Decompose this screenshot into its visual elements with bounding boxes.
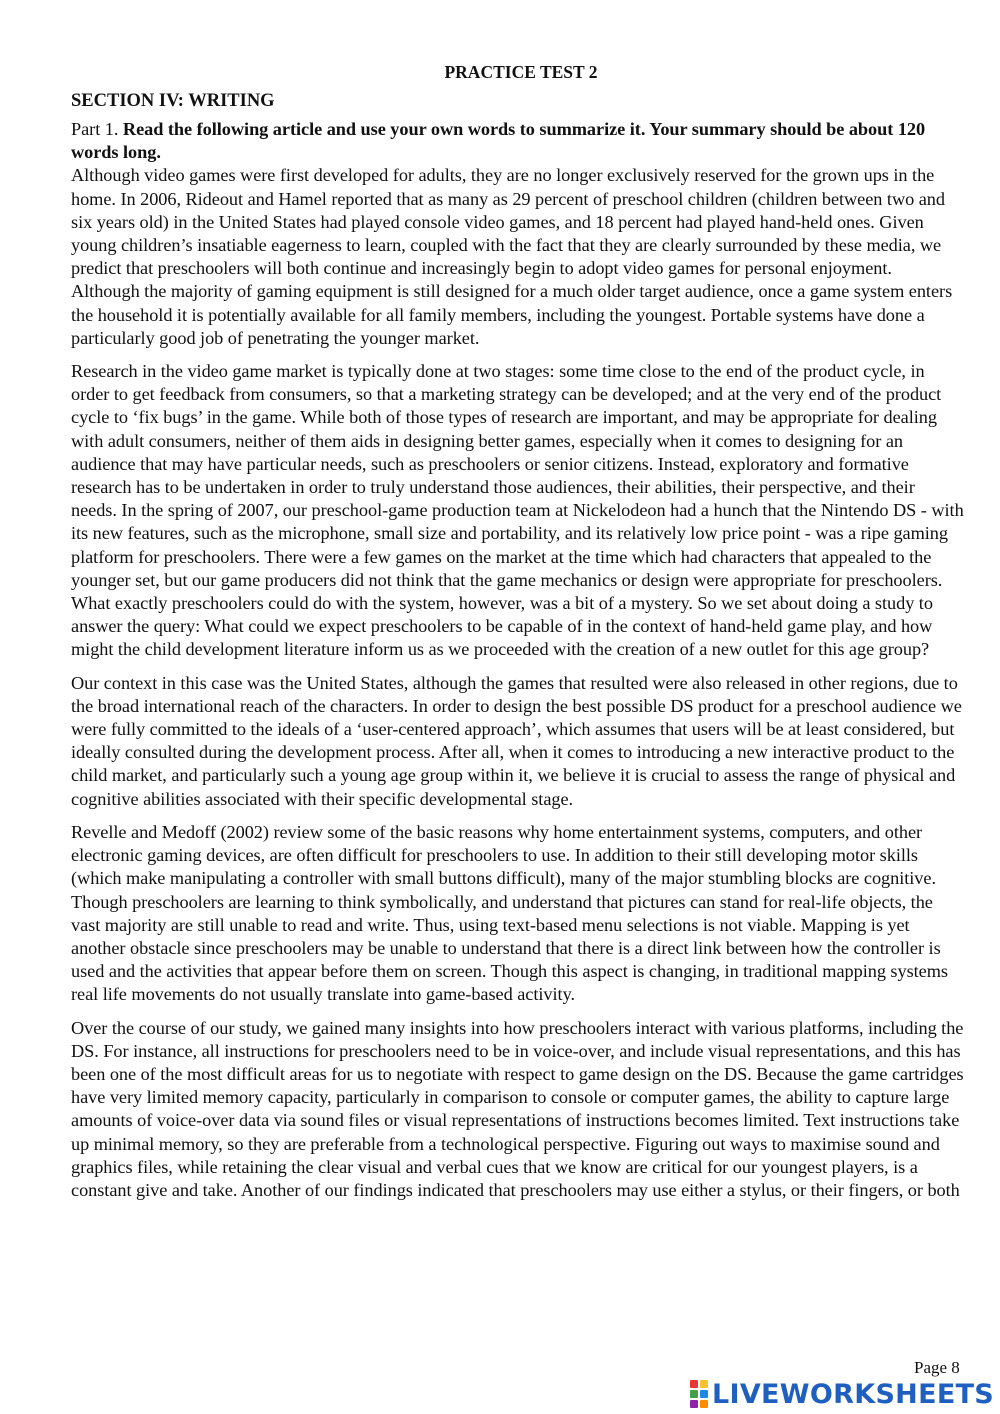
liveworksheets-logo[interactable] — [690, 1377, 994, 1411]
page-number: Page 8 — [914, 1358, 960, 1377]
section-title: SECTION IV: WRITING — [71, 91, 275, 111]
paragraph-3: Our context in this case was the United States, although the games that resulted were also released in other regions, due to the broad international reach of the characters. In order to design the best possible DS product for a preschool audience we were fully committed to the ideals of a ‘user-centered approach’, which assumes that users will be at least considered, but ideally consulted during the development process. After all, when it comes to introducing a new interactive product to the child market, and particularly such a young age group within it, we believe it is crucial to assess the range of physical and cognitive abilities associated with their specific developmental stage. — [71, 672, 962, 809]
paragraph-5: Over the course of our study, we gained many insights into how preschoolers interact with various platforms, including the DS. For instance, all instructions for preschoolers need to be in voice-over, and include visual representations, and this has been one of the most difficult areas for us to negotiate with respect to game design on the DS. Because the game cartridges have very limited memory capacity, particularly in comparison to console or computer games, the ability to capture large amounts of voice-over data via sound files or visual representations of instructions becomes limited. Text instructions take up minimal memory, so they are preferable from a technological perspective. Figuring out ways to maximise sound and graphics files, while retaining the clear visual and verbal cues that we know are critical for our youngest players, is a constant give and take. Another of our findings indicated that preschoolers may use either a stylus, or their fingers, or both — [71, 1017, 964, 1200]
logo-block — [690, 1380, 698, 1388]
logo-block — [700, 1400, 708, 1408]
instruction-text: Read the following article and use your own words to summarize it. Your summary should be about 120 words long. — [71, 119, 926, 163]
paragraph-4: Revelle and Medoff (2002) review some of the basic reasons why home entertainment systems, computers, and other electronic gaming devices, are often difficult for preschoolers to use. In addition to their still developing motor skills (which make manipulating a controller with small buttons difficult), many of the major stumbling blocks are cognitive. Though preschoolers are learning to think symbolically, and understand that pictures can stand for real-life objects, the vast majority are still unable to read and write. Thus, using text-based menu selections is not viable. Mapping is yet another obstacle since preschoolers may be unable to understand that there is a direct link between how the controller is used and the activities that appear before them on screen. Though this aspect is changing, in traditional mapping systems real life movements do not usually translate into game-based activity. — [71, 821, 948, 1005]
logo-block — [690, 1390, 698, 1398]
instruction — [71, 118, 964, 164]
article-body — [71, 118, 964, 1212]
paragraph-1: Although video games were first developed for adults, they are no longer exclusively reserved for the grown ups in the home. In 2006, Rideout and Hamel reported that as many as 29 percent of preschool children (children between two and six years old) in the United States had played console video games, and 18 percent had played hand-held ones. Given young children’s insatiable eagerness to learn, coupled with the fact that they are clearly surrounded by these media, we predict that preschoolers will both continue and increasingly begin to adopt video games for personal enjoyment. Although the majority of gaming equipment is still designed for a much older target audience, once a game system enters the household it is potentially available for all family members, including the youngest. Portable systems have done a particularly good job of penetrating the younger market. — [71, 165, 953, 348]
part-label: Part 1. — [71, 119, 119, 139]
logo-block — [700, 1380, 708, 1388]
paragraph-2: Research in the video game market is typically done at two stages: some time close to the end of the product cycle, in order to get feedback from consumers, so that a marketing strategy can be developed; and at the very end of the product cycle to ‘fix bugs’ in the game. While both of those types of research are important, and may be appropriate for dealing with adult consumers, neither of them aids in designing better games, especially when it comes to designing for an audience that may have particular needs, such as preschoolers or senior citizens. Instead, exploratory and formative research has to be undertaken in order to truly understand those audiences, their abilities, their perspective, and their needs. In the spring of 2007, our preschool-game production team at Nickelodeon had a hunch that the Nintendo DS - with its new features, such as the microphone, small size and portability, and its relatively low price point - was a ripe gaming platform for preschoolers. There were a few games on the market at the time which had characters that appealed to the younger set, but our game producers did not think that the game mechanics or design were appropriate for preschoolers. What exactly preschoolers could do with the system, however, was a bit of a mystery. So we set about doing a study to answer the query: What could we expect preschoolers to be capable of in the context of hand-held game play, and how might the child development literature inform us as we proceeded with the creation of a new outlet for this age group? — [71, 361, 964, 660]
logo-block — [690, 1400, 698, 1408]
logo-block — [700, 1390, 708, 1398]
page-title: PRACTICE TEST 2 — [444, 62, 598, 82]
logo-blocks-icon — [690, 1380, 708, 1408]
logo-text: LIVEWORKSHEETS — [712, 1378, 995, 1410]
